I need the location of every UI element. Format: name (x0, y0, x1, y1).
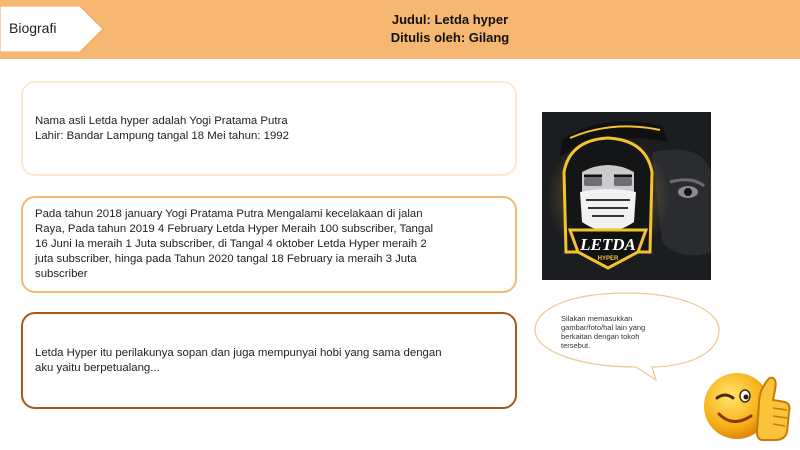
speech-bubble (532, 290, 722, 381)
bubble-line: tersebut. (561, 341, 591, 350)
header-bar (0, 0, 800, 59)
card-line: Letda Hyper itu perilakunya sopan dan juga mempunyai hobi yang sama dengan (35, 346, 442, 359)
info-card-personality (21, 312, 517, 409)
thumbs-up-emoji-icon (701, 362, 791, 442)
bubble-line: berkaitan dengan tokoh (561, 332, 640, 341)
card-line: juta subscriber, hinga pada Tahun 2020 tangal 18 February ia meraih 3 Juta (35, 253, 417, 265)
bubble-line: Silakan memasukkan (561, 314, 633, 323)
winking-thumbs-up-icon (701, 362, 791, 442)
author-line: Ditulis oleh: Gilang (390, 30, 510, 45)
info-card-identity (21, 81, 517, 176)
bubble-line: gambar/foto/hal lain yang (561, 323, 646, 332)
card-line: Pada tahun 2018 january Yogi Pratama Putra Mengalami kecelakaan di jalan (35, 208, 423, 220)
card-line: Raya, Pada tahun 2019 4 February Letda Hyper Meraih 100 subscriber, Tangal (35, 223, 434, 235)
card-line: 16 Juni Ia meraih 1 Juta subscriber, di Tangal 4 oktober Letda Hyper meraih 2 (35, 238, 427, 250)
card-line: subscriber (35, 268, 88, 280)
logo-text: LETDA (580, 235, 636, 254)
letda-hyper-logo-image (542, 112, 711, 280)
info-card-history (21, 196, 517, 293)
masked-avatar-illustration (542, 112, 711, 280)
biografi-tag (0, 6, 104, 52)
card-line: aku yaitu berpetualang... (35, 361, 160, 374)
card-line: Nama asli Letda hyper adalah Yogi Pratama Putra (35, 114, 288, 127)
page-title: Judul: Letda hyper (391, 12, 509, 27)
tag-label: Biografi (9, 20, 57, 36)
bubble-text (561, 314, 691, 350)
card-line: Lahir: Bandar Lampung tangal 18 Mei tahun: 1992 (35, 129, 289, 142)
logo-subtext: HYPER (597, 256, 619, 262)
